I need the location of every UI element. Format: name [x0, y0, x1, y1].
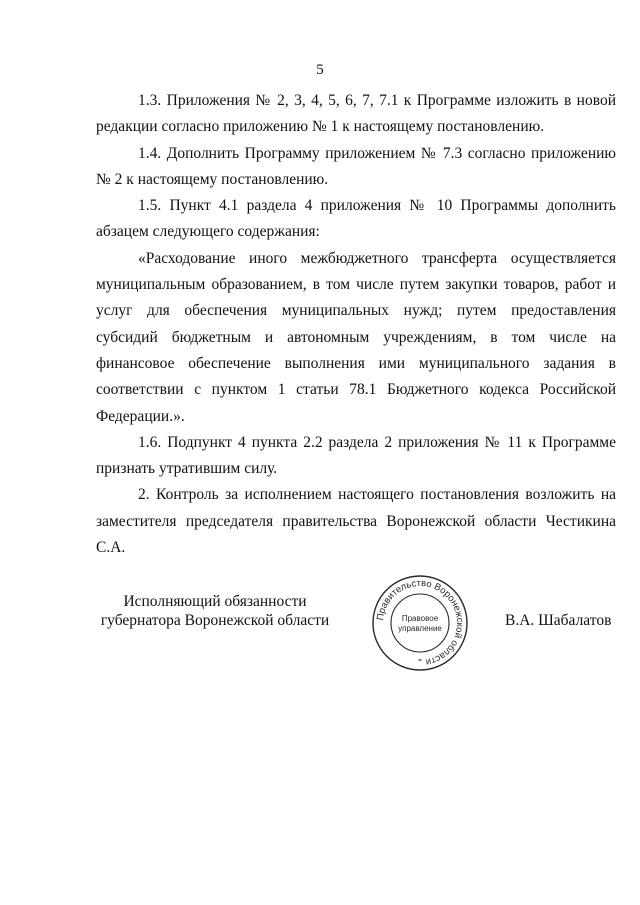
paragraph-1-3: 1.3. Приложения № 2, 3, 4, 5, 6, 7, 7.1 к Программе изложить в новой редакции согласно приложению № 1 к настоящему постановлению.: [96, 92, 616, 136]
paragraph-1-4: 1.4. Дополнить Программу приложением № 7.3 согласно приложению № 2 к настоящему постановлению.: [96, 144, 616, 188]
document-body: [96, 88, 616, 561]
signatory-name: В.А. Шабалатов: [505, 612, 612, 629]
paragraph-quote: «Расходование иного межбюджетного трансферта осуществляется муниципальным образованием, в том числе путем закупки товаров, работ и услуг для обеспечения муниципальных нужд; путем предоставления субсидий бюджетным и автономным учреждениям, в том числе на финансовое обеспечение выполнения ими муниципального задания в соответствии с пунктом 1 статьи 78.1 Бюджетного кодекса Российской Федерации.».: [96, 249, 616, 425]
official-seal: [370, 573, 470, 673]
seal-center-line-1: Правовое: [401, 614, 439, 623]
signatory-position: [100, 592, 330, 630]
seal-graphic: [370, 573, 470, 673]
seal-ring-text: Правительство Воронежской области: [375, 577, 466, 668]
paragraph-1-6: 1.6. Подпункт 4 пункта 2.2 раздела 2 приложения № 11 к Программе признать утратившим силу.: [96, 433, 616, 478]
paragraph-1-5: 1.5. Пункт 4.1 раздела 4 приложения № 10 Программы дополнить абзацем следующего содержания:: [96, 197, 616, 241]
page-number: 5: [316, 62, 324, 78]
paragraph-2: 2. Контроль за исполнением настоящего постановления возложить на заместителя председателя правительства Воронежской области Честикина С.А.: [96, 486, 616, 557]
signatory-position-line-1: Исполняющий обязанности: [123, 593, 307, 610]
seal-star-icon: *: [418, 657, 422, 666]
seal-center-line-2: управление: [398, 624, 442, 633]
signatory-position-line-2: губернатора Воронежской области: [100, 612, 330, 629]
